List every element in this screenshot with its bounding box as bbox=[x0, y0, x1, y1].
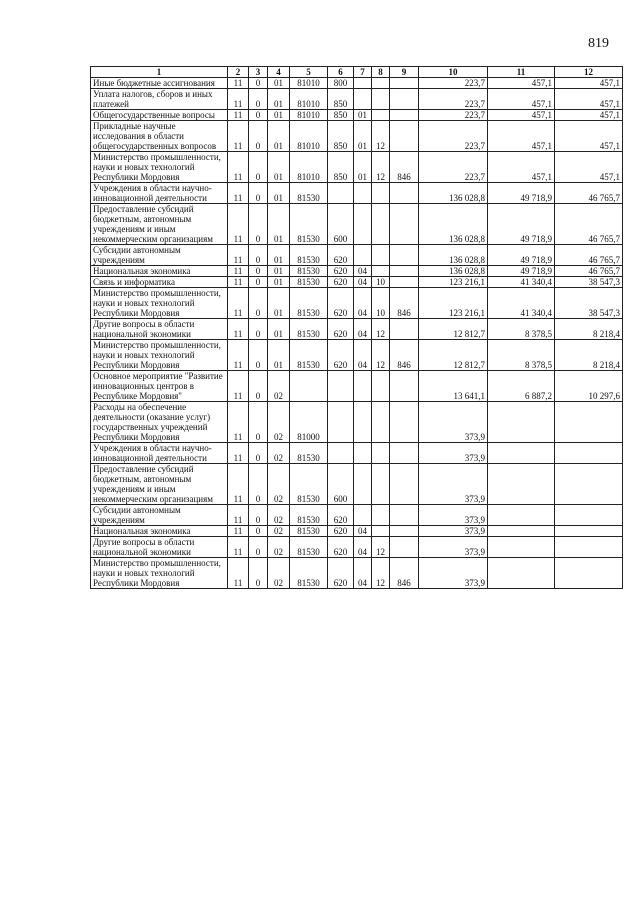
code-col-3: 0 bbox=[249, 266, 268, 277]
code-col-8 bbox=[372, 183, 390, 204]
amount-col-12 bbox=[555, 402, 623, 443]
code-col-9 bbox=[390, 245, 419, 266]
amount-col-12: 457,1 bbox=[555, 152, 623, 183]
column-header: 11 bbox=[488, 67, 555, 78]
code-col-6: 620 bbox=[328, 277, 354, 288]
amount-col-12 bbox=[555, 526, 623, 537]
code-col-5: 81530 bbox=[290, 204, 328, 245]
amount-col-11: 8 378,5 bbox=[488, 340, 555, 371]
table-row bbox=[91, 340, 623, 371]
table-row bbox=[91, 121, 623, 152]
row-name: Предоставление субсидий бюджетным, автономным учреждениям и иным некоммерческим организациям bbox=[91, 204, 228, 245]
table-row bbox=[91, 319, 623, 340]
code-col-9 bbox=[390, 204, 419, 245]
amount-col-12: 38 547,3 bbox=[555, 277, 623, 288]
code-col-5: 81530 bbox=[290, 277, 328, 288]
code-col-5: 81530 bbox=[290, 266, 328, 277]
table-row bbox=[91, 277, 623, 288]
column-header: 6 bbox=[328, 67, 354, 78]
column-header: 5 bbox=[290, 67, 328, 78]
amount-col-10: 373,9 bbox=[419, 402, 488, 443]
code-col-8 bbox=[372, 505, 390, 526]
code-col-9 bbox=[390, 371, 419, 402]
row-name: Уплата налогов, сборов и иных платежей bbox=[91, 89, 228, 110]
amount-col-10: 373,9 bbox=[419, 505, 488, 526]
amount-col-10: 223,7 bbox=[419, 89, 488, 110]
code-col-3: 0 bbox=[249, 443, 268, 464]
code-col-4: 02 bbox=[268, 537, 290, 558]
code-col-3: 0 bbox=[249, 537, 268, 558]
code-col-5: 81010 bbox=[290, 121, 328, 152]
code-col-6 bbox=[328, 183, 354, 204]
amount-col-11: 49 718,9 bbox=[488, 245, 555, 266]
code-col-2: 11 bbox=[228, 340, 249, 371]
code-col-6 bbox=[328, 371, 354, 402]
code-col-2: 11 bbox=[228, 89, 249, 110]
amount-col-11 bbox=[488, 558, 555, 589]
amount-col-12: 46 765,7 bbox=[555, 204, 623, 245]
amount-col-11: 457,1 bbox=[488, 121, 555, 152]
column-header: 7 bbox=[354, 67, 372, 78]
amount-col-10: 223,7 bbox=[419, 121, 488, 152]
amount-col-10: 123 216,1 bbox=[419, 288, 488, 319]
code-col-5: 81010 bbox=[290, 89, 328, 110]
row-name: Субсидии автономным учреждениям bbox=[91, 245, 228, 266]
row-name: Прикладные научные исследования в области общегосударственных вопросов bbox=[91, 121, 228, 152]
code-col-7: 01 bbox=[354, 110, 372, 121]
code-col-4: 01 bbox=[268, 266, 290, 277]
code-col-7 bbox=[354, 245, 372, 266]
code-col-9 bbox=[390, 266, 419, 277]
table-row bbox=[91, 152, 623, 183]
code-col-8: 10 bbox=[372, 277, 390, 288]
code-col-4: 02 bbox=[268, 505, 290, 526]
amount-col-12: 457,1 bbox=[555, 89, 623, 110]
amount-col-12: 457,1 bbox=[555, 78, 623, 89]
code-col-9 bbox=[390, 110, 419, 121]
code-col-4: 01 bbox=[268, 183, 290, 204]
row-name: Национальная экономика bbox=[91, 266, 228, 277]
amount-col-12: 8 218,4 bbox=[555, 319, 623, 340]
code-col-3: 0 bbox=[249, 277, 268, 288]
amount-col-12: 10 297,6 bbox=[555, 371, 623, 402]
amount-col-12 bbox=[555, 537, 623, 558]
code-col-5: 81530 bbox=[290, 558, 328, 589]
column-header: 3 bbox=[249, 67, 268, 78]
amount-col-11 bbox=[488, 443, 555, 464]
amount-col-11: 8 378,5 bbox=[488, 319, 555, 340]
code-col-4: 01 bbox=[268, 288, 290, 319]
code-col-8 bbox=[372, 78, 390, 89]
amount-col-10: 123 216,1 bbox=[419, 277, 488, 288]
code-col-7 bbox=[354, 204, 372, 245]
code-col-2: 11 bbox=[228, 537, 249, 558]
amount-col-10: 13 641,1 bbox=[419, 371, 488, 402]
code-col-7: 01 bbox=[354, 152, 372, 183]
amount-col-10: 136 028,8 bbox=[419, 204, 488, 245]
code-col-8 bbox=[372, 443, 390, 464]
code-col-8 bbox=[372, 89, 390, 110]
row-name: Связь и информатика bbox=[91, 277, 228, 288]
code-col-8 bbox=[372, 371, 390, 402]
amount-col-12: 46 765,7 bbox=[555, 266, 623, 277]
code-col-6: 850 bbox=[328, 110, 354, 121]
amount-col-12: 46 765,7 bbox=[555, 245, 623, 266]
code-col-5: 81530 bbox=[290, 526, 328, 537]
row-name: Основное мероприятие "Развитие инновационных центров в Республике Мордовия" bbox=[91, 371, 228, 402]
code-col-5: 81530 bbox=[290, 443, 328, 464]
code-col-2: 11 bbox=[228, 288, 249, 319]
code-col-7: 04 bbox=[354, 537, 372, 558]
amount-col-10: 373,9 bbox=[419, 558, 488, 589]
code-col-9 bbox=[390, 537, 419, 558]
code-col-3: 0 bbox=[249, 402, 268, 443]
table-row bbox=[91, 505, 623, 526]
amount-col-11: 6 887,2 bbox=[488, 371, 555, 402]
code-col-7: 04 bbox=[354, 558, 372, 589]
code-col-9 bbox=[390, 526, 419, 537]
code-col-4: 01 bbox=[268, 245, 290, 266]
amount-col-12 bbox=[555, 443, 623, 464]
header-row bbox=[91, 67, 623, 78]
code-col-6: 850 bbox=[328, 152, 354, 183]
code-col-7 bbox=[354, 402, 372, 443]
code-col-3: 0 bbox=[249, 245, 268, 266]
code-col-9 bbox=[390, 464, 419, 505]
code-col-4: 02 bbox=[268, 526, 290, 537]
code-col-6: 620 bbox=[328, 266, 354, 277]
code-col-4: 01 bbox=[268, 121, 290, 152]
amount-col-10: 136 028,8 bbox=[419, 183, 488, 204]
table-row bbox=[91, 288, 623, 319]
row-name: Министерство промышленности, науки и новых технологий Республики Мордовия bbox=[91, 340, 228, 371]
code-col-5: 81530 bbox=[290, 340, 328, 371]
row-name: Субсидии автономным учреждениям bbox=[91, 505, 228, 526]
amount-col-10: 223,7 bbox=[419, 110, 488, 121]
code-col-9 bbox=[390, 505, 419, 526]
code-col-2: 11 bbox=[228, 245, 249, 266]
code-col-2: 11 bbox=[228, 464, 249, 505]
code-col-8 bbox=[372, 402, 390, 443]
amount-col-12: 38 547,3 bbox=[555, 288, 623, 319]
code-col-9 bbox=[390, 277, 419, 288]
code-col-6: 620 bbox=[328, 537, 354, 558]
code-col-8: 12 bbox=[372, 558, 390, 589]
code-col-9 bbox=[390, 89, 419, 110]
code-col-6: 800 bbox=[328, 78, 354, 89]
code-col-4: 01 bbox=[268, 204, 290, 245]
table-row bbox=[91, 245, 623, 266]
code-col-5: 81530 bbox=[290, 183, 328, 204]
code-col-6: 620 bbox=[328, 558, 354, 589]
amount-col-12 bbox=[555, 464, 623, 505]
code-col-3: 0 bbox=[249, 371, 268, 402]
code-col-6: 620 bbox=[328, 526, 354, 537]
row-name: Министерство промышленности, науки и новых технологий Республики Мордовия bbox=[91, 152, 228, 183]
column-header: 1 bbox=[91, 67, 228, 78]
table-row bbox=[91, 266, 623, 277]
code-col-2: 11 bbox=[228, 204, 249, 245]
code-col-3: 0 bbox=[249, 121, 268, 152]
code-col-5: 81010 bbox=[290, 152, 328, 183]
amount-col-12 bbox=[555, 558, 623, 589]
code-col-6: 600 bbox=[328, 204, 354, 245]
amount-col-11: 49 718,9 bbox=[488, 266, 555, 277]
code-col-7: 01 bbox=[354, 121, 372, 152]
table-row bbox=[91, 110, 623, 121]
code-col-4: 02 bbox=[268, 443, 290, 464]
amount-col-12: 457,1 bbox=[555, 121, 623, 152]
code-col-5: 81530 bbox=[290, 319, 328, 340]
code-col-7: 04 bbox=[354, 266, 372, 277]
code-col-3: 0 bbox=[249, 89, 268, 110]
amount-col-10: 373,9 bbox=[419, 526, 488, 537]
code-col-7 bbox=[354, 464, 372, 505]
amount-col-12: 46 765,7 bbox=[555, 183, 623, 204]
code-col-3: 0 bbox=[249, 319, 268, 340]
amount-col-11 bbox=[488, 464, 555, 505]
code-col-8: 12 bbox=[372, 340, 390, 371]
row-name: Другие вопросы в области национальной экономики bbox=[91, 319, 228, 340]
code-col-6: 600 bbox=[328, 464, 354, 505]
amount-col-11: 41 340,4 bbox=[488, 288, 555, 319]
amount-col-10: 136 028,8 bbox=[419, 245, 488, 266]
amount-col-10: 12 812,7 bbox=[419, 319, 488, 340]
row-name: Министерство промышленности, науки и новых технологий Республики Мордовия bbox=[91, 558, 228, 589]
amount-col-12: 8 218,4 bbox=[555, 340, 623, 371]
code-col-4: 01 bbox=[268, 89, 290, 110]
code-col-7 bbox=[354, 371, 372, 402]
code-col-3: 0 bbox=[249, 505, 268, 526]
code-col-7: 04 bbox=[354, 319, 372, 340]
code-col-9 bbox=[390, 443, 419, 464]
amount-col-11 bbox=[488, 505, 555, 526]
column-header: 10 bbox=[419, 67, 488, 78]
code-col-4: 02 bbox=[268, 371, 290, 402]
code-col-4: 02 bbox=[268, 402, 290, 443]
code-col-3: 0 bbox=[249, 110, 268, 121]
code-col-2: 11 bbox=[228, 371, 249, 402]
code-col-3: 0 bbox=[249, 288, 268, 319]
code-col-2: 11 bbox=[228, 152, 249, 183]
code-col-3: 0 bbox=[249, 526, 268, 537]
code-col-2: 11 bbox=[228, 277, 249, 288]
row-name: Учреждения в области научно-инновационной деятельности bbox=[91, 183, 228, 204]
code-col-7 bbox=[354, 443, 372, 464]
code-col-8 bbox=[372, 266, 390, 277]
code-col-4: 01 bbox=[268, 340, 290, 371]
column-header: 2 bbox=[228, 67, 249, 78]
code-col-7 bbox=[354, 89, 372, 110]
code-col-6 bbox=[328, 402, 354, 443]
code-col-4: 01 bbox=[268, 78, 290, 89]
code-col-2: 11 bbox=[228, 526, 249, 537]
amount-col-11: 457,1 bbox=[488, 89, 555, 110]
code-col-4: 01 bbox=[268, 110, 290, 121]
code-col-9 bbox=[390, 121, 419, 152]
code-col-6: 620 bbox=[328, 245, 354, 266]
code-col-3: 0 bbox=[249, 464, 268, 505]
row-name: Предоставление субсидий бюджетным, автономным учреждениям и иным некоммерческим организациям bbox=[91, 464, 228, 505]
table-row bbox=[91, 464, 623, 505]
code-col-7: 04 bbox=[354, 288, 372, 319]
code-col-4: 01 bbox=[268, 319, 290, 340]
code-col-2: 11 bbox=[228, 402, 249, 443]
amount-col-11: 49 718,9 bbox=[488, 204, 555, 245]
column-header: 4 bbox=[268, 67, 290, 78]
amount-col-11 bbox=[488, 402, 555, 443]
code-col-7 bbox=[354, 183, 372, 204]
code-col-5 bbox=[290, 371, 328, 402]
row-name: Министерство промышленности, науки и новых технологий Республики Мордовия bbox=[91, 288, 228, 319]
table-row bbox=[91, 89, 623, 110]
amount-col-10: 373,9 bbox=[419, 537, 488, 558]
code-col-6: 620 bbox=[328, 505, 354, 526]
code-col-8 bbox=[372, 245, 390, 266]
code-col-4: 02 bbox=[268, 558, 290, 589]
code-col-6: 620 bbox=[328, 340, 354, 371]
amount-col-12 bbox=[555, 505, 623, 526]
code-col-8: 12 bbox=[372, 537, 390, 558]
page-number: 819 bbox=[588, 36, 609, 51]
code-col-2: 11 bbox=[228, 505, 249, 526]
code-col-8: 12 bbox=[372, 152, 390, 183]
table-row bbox=[91, 371, 623, 402]
row-name: Иные бюджетные ассигнования bbox=[91, 78, 228, 89]
budget-table bbox=[90, 66, 623, 589]
code-col-2: 11 bbox=[228, 558, 249, 589]
code-col-6: 620 bbox=[328, 288, 354, 319]
table-row bbox=[91, 78, 623, 89]
amount-col-10: 373,9 bbox=[419, 464, 488, 505]
code-col-8 bbox=[372, 464, 390, 505]
code-col-9 bbox=[390, 402, 419, 443]
row-name: Другие вопросы в области национальной экономики bbox=[91, 537, 228, 558]
column-header: 9 bbox=[390, 67, 419, 78]
table-row bbox=[91, 526, 623, 537]
code-col-2: 11 bbox=[228, 266, 249, 277]
code-col-8 bbox=[372, 204, 390, 245]
code-col-8 bbox=[372, 110, 390, 121]
code-col-3: 0 bbox=[249, 152, 268, 183]
amount-col-10: 136 028,8 bbox=[419, 266, 488, 277]
amount-col-11: 457,1 bbox=[488, 152, 555, 183]
amount-col-11: 457,1 bbox=[488, 110, 555, 121]
code-col-5: 81530 bbox=[290, 288, 328, 319]
code-col-3: 0 bbox=[249, 78, 268, 89]
code-col-7: 04 bbox=[354, 277, 372, 288]
code-col-6: 850 bbox=[328, 121, 354, 152]
table-row bbox=[91, 402, 623, 443]
table-row bbox=[91, 183, 623, 204]
code-col-2: 11 bbox=[228, 319, 249, 340]
amount-col-12: 457,1 bbox=[555, 110, 623, 121]
column-header: 8 bbox=[372, 67, 390, 78]
row-name: Общегосударственные вопросы bbox=[91, 110, 228, 121]
code-col-7 bbox=[354, 505, 372, 526]
amount-col-11 bbox=[488, 537, 555, 558]
column-header: 12 bbox=[555, 67, 623, 78]
code-col-2: 11 bbox=[228, 443, 249, 464]
code-col-5: 81010 bbox=[290, 78, 328, 89]
code-col-3: 0 bbox=[249, 558, 268, 589]
row-name: Расходы на обеспечение деятельности (оказание услуг) государственных учреждений Республики Мордовия bbox=[91, 402, 228, 443]
amount-col-10: 223,7 bbox=[419, 152, 488, 183]
code-col-7 bbox=[354, 78, 372, 89]
code-col-3: 0 bbox=[249, 204, 268, 245]
code-col-9: 846 bbox=[390, 558, 419, 589]
amount-col-10: 373,9 bbox=[419, 443, 488, 464]
code-col-2: 11 bbox=[228, 121, 249, 152]
code-col-6: 620 bbox=[328, 319, 354, 340]
code-col-5: 81010 bbox=[290, 110, 328, 121]
code-col-2: 11 bbox=[228, 78, 249, 89]
code-col-2: 11 bbox=[228, 110, 249, 121]
table-row bbox=[91, 558, 623, 589]
code-col-5: 81000 bbox=[290, 402, 328, 443]
code-col-9: 846 bbox=[390, 288, 419, 319]
amount-col-11: 41 340,4 bbox=[488, 277, 555, 288]
row-name: Учреждения в области научно-инновационной деятельности bbox=[91, 443, 228, 464]
code-col-8 bbox=[372, 526, 390, 537]
table-row bbox=[91, 443, 623, 464]
code-col-7: 04 bbox=[354, 340, 372, 371]
table-row bbox=[91, 204, 623, 245]
amount-col-11 bbox=[488, 526, 555, 537]
code-col-5: 81530 bbox=[290, 245, 328, 266]
code-col-8: 10 bbox=[372, 288, 390, 319]
code-col-5: 81530 bbox=[290, 537, 328, 558]
code-col-9 bbox=[390, 319, 419, 340]
code-col-6 bbox=[328, 443, 354, 464]
code-col-9 bbox=[390, 78, 419, 89]
amount-col-11: 457,1 bbox=[488, 78, 555, 89]
code-col-9 bbox=[390, 183, 419, 204]
code-col-5: 81530 bbox=[290, 505, 328, 526]
code-col-9: 846 bbox=[390, 152, 419, 183]
code-col-3: 0 bbox=[249, 183, 268, 204]
table-row bbox=[91, 537, 623, 558]
row-name: Национальная экономика bbox=[91, 526, 228, 537]
code-col-7: 04 bbox=[354, 526, 372, 537]
code-col-8: 12 bbox=[372, 121, 390, 152]
code-col-9: 846 bbox=[390, 340, 419, 371]
amount-col-10: 12 812,7 bbox=[419, 340, 488, 371]
code-col-6: 850 bbox=[328, 89, 354, 110]
amount-col-10: 223,7 bbox=[419, 78, 488, 89]
code-col-4: 02 bbox=[268, 464, 290, 505]
code-col-4: 01 bbox=[268, 152, 290, 183]
code-col-5: 81530 bbox=[290, 464, 328, 505]
code-col-2: 11 bbox=[228, 183, 249, 204]
code-col-4: 01 bbox=[268, 277, 290, 288]
amount-col-11: 49 718,9 bbox=[488, 183, 555, 204]
code-col-3: 0 bbox=[249, 340, 268, 371]
code-col-8: 12 bbox=[372, 319, 390, 340]
